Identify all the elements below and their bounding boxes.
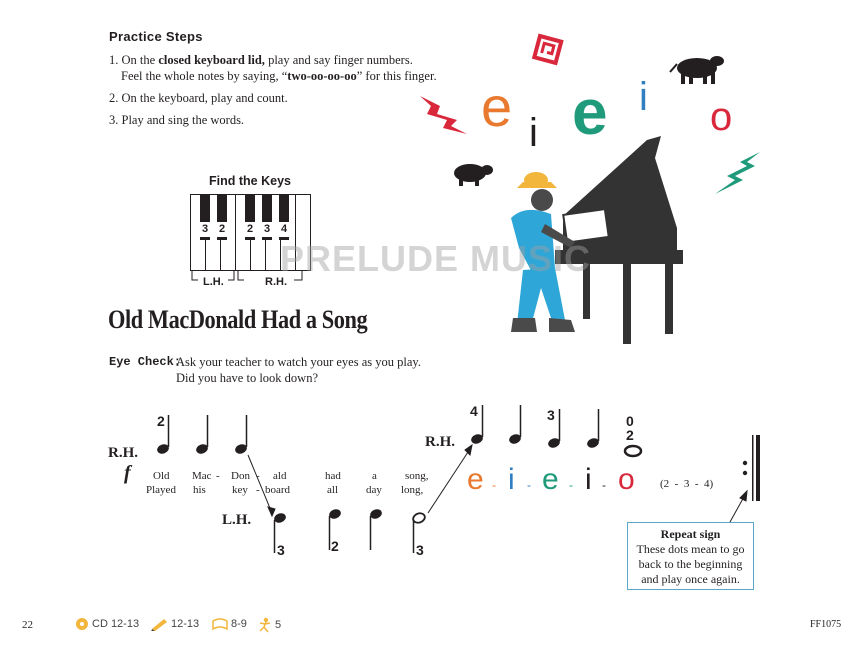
- illustration-letter: o: [710, 95, 733, 139]
- illustration-letter: e: [481, 75, 513, 138]
- watermark: PRELUDE MUSIC: [280, 238, 592, 279]
- key-finger-number: 3: [260, 222, 274, 237]
- lyric: his: [193, 484, 206, 496]
- footer-cd: [75, 617, 139, 631]
- vowel-e: e: [467, 463, 484, 496]
- pencil-icon: [150, 617, 168, 631]
- key-finger-number: 3: [198, 222, 212, 237]
- eye-check-label: Eye Check:: [109, 355, 182, 369]
- song-title: Old MacDonald Had a Song: [108, 305, 368, 334]
- eye-check-text: [176, 354, 421, 386]
- lyric: -: [256, 470, 260, 482]
- spiral-doodle: [534, 36, 561, 63]
- footer-figure: [258, 617, 281, 633]
- rh-notes-group-2: [470, 405, 641, 456]
- step-1-text-a: 1. On the: [109, 53, 159, 67]
- practice-steps-title: Practice Steps: [109, 29, 203, 44]
- finger-number: 0: [626, 413, 634, 429]
- lyric: Old: [153, 470, 170, 482]
- repeat-line: back to the beginning: [638, 557, 743, 571]
- piano-illustration: [415, 28, 765, 353]
- footer-book: [212, 617, 247, 631]
- step-1-line2-bold: two-oo-oo-oo: [287, 69, 357, 83]
- pencil-label: 12-13: [171, 618, 200, 630]
- find-keys-title: Find the Keys: [209, 174, 291, 188]
- cow-silhouette: [670, 56, 724, 84]
- key-finger-number: 2: [243, 222, 257, 237]
- vowel-e: e: [542, 463, 559, 496]
- lh-label: L.H.: [203, 276, 224, 288]
- vowel-dash: -: [492, 478, 496, 492]
- count-text: (2 - 3 - 4): [660, 478, 714, 490]
- vowel-dash: -: [569, 478, 573, 492]
- step-1-line2-c: ” for this finger.: [356, 69, 437, 83]
- catalog-code: FF1075: [810, 619, 842, 630]
- lyric: Played: [146, 484, 176, 496]
- vowel-i: i: [508, 463, 515, 496]
- rh-label-1: R.H.: [108, 445, 138, 461]
- step-2: 2. On the keyboard, play and count.: [109, 91, 288, 105]
- lyric: Mac: [192, 470, 212, 482]
- illustration-letter: i: [639, 75, 648, 119]
- lh-label-music: L.H.: [222, 512, 252, 528]
- finger-number: 2: [157, 413, 165, 429]
- lyric: had: [325, 470, 341, 482]
- lyric: all: [327, 484, 338, 496]
- repeat-sign: [743, 435, 760, 501]
- step-1-line2-a: Feel the whole notes by saying, “: [121, 69, 288, 83]
- page-number: 22: [22, 619, 33, 631]
- step-3: 3. Play and sing the words.: [109, 113, 245, 127]
- finger-number: 2: [626, 427, 634, 443]
- lh-notes: [273, 508, 426, 553]
- rh-label: R.H.: [265, 276, 287, 288]
- key-finger-number: 4: [277, 222, 291, 237]
- finger-number: 3: [277, 542, 285, 558]
- finger-number: 3: [416, 542, 424, 558]
- lyric: key: [232, 484, 248, 496]
- book-icon: [212, 617, 228, 631]
- figure-label: 5: [275, 619, 282, 631]
- vowel-o: o: [618, 463, 635, 496]
- finger-number: 4: [470, 403, 478, 419]
- lyric: day: [366, 484, 382, 496]
- whole-note: [625, 446, 641, 456]
- repeat-sign-callout: [627, 522, 754, 590]
- repeat-sign-title: Repeat sign: [660, 527, 721, 541]
- cd-icon: [75, 617, 89, 631]
- eye-check-line-2: Did you have to look down?: [176, 371, 318, 385]
- illustration-letter: e: [572, 76, 608, 148]
- finger-number: 2: [331, 538, 339, 554]
- lyric: Don: [231, 470, 250, 482]
- footer-pencil: [150, 617, 199, 631]
- vowel-dash: -: [602, 478, 606, 492]
- repeat-line: and play once again.: [641, 572, 740, 586]
- repeat-line: These dots mean to go: [636, 542, 745, 556]
- book-label: 8-9: [231, 618, 247, 630]
- step-1-bold: closed keyboard lid,: [158, 53, 265, 67]
- lyric: song,: [405, 470, 429, 482]
- eye-check-line-1: Ask your teacher to watch your eyes as you play.: [176, 355, 421, 369]
- cd-label: CD 12-13: [92, 618, 140, 630]
- lyric: ald: [273, 470, 287, 482]
- dancing-figure-icon: [258, 617, 272, 633]
- dynamic-forte: f: [124, 462, 131, 484]
- pig-silhouette: [454, 164, 493, 186]
- green-zigzag-doodle: [715, 152, 760, 194]
- lyric: -: [256, 484, 260, 496]
- red-zigzag-doodle: [420, 96, 467, 134]
- lyric: board: [265, 484, 291, 496]
- vowel-dash: -: [527, 478, 531, 492]
- finger-number: 3: [547, 407, 555, 423]
- vowel-i: i: [585, 463, 592, 496]
- step-1-text-c: play and say finger numbers.: [264, 53, 413, 67]
- lyric: -: [216, 470, 220, 482]
- lyric: long,: [401, 484, 424, 496]
- rh-notes-group-1: [156, 415, 248, 455]
- rh-label-2: R.H.: [425, 434, 455, 450]
- key-finger-number: 2: [215, 222, 229, 237]
- illustration-letter: i: [529, 111, 538, 155]
- lyric: a: [372, 470, 377, 482]
